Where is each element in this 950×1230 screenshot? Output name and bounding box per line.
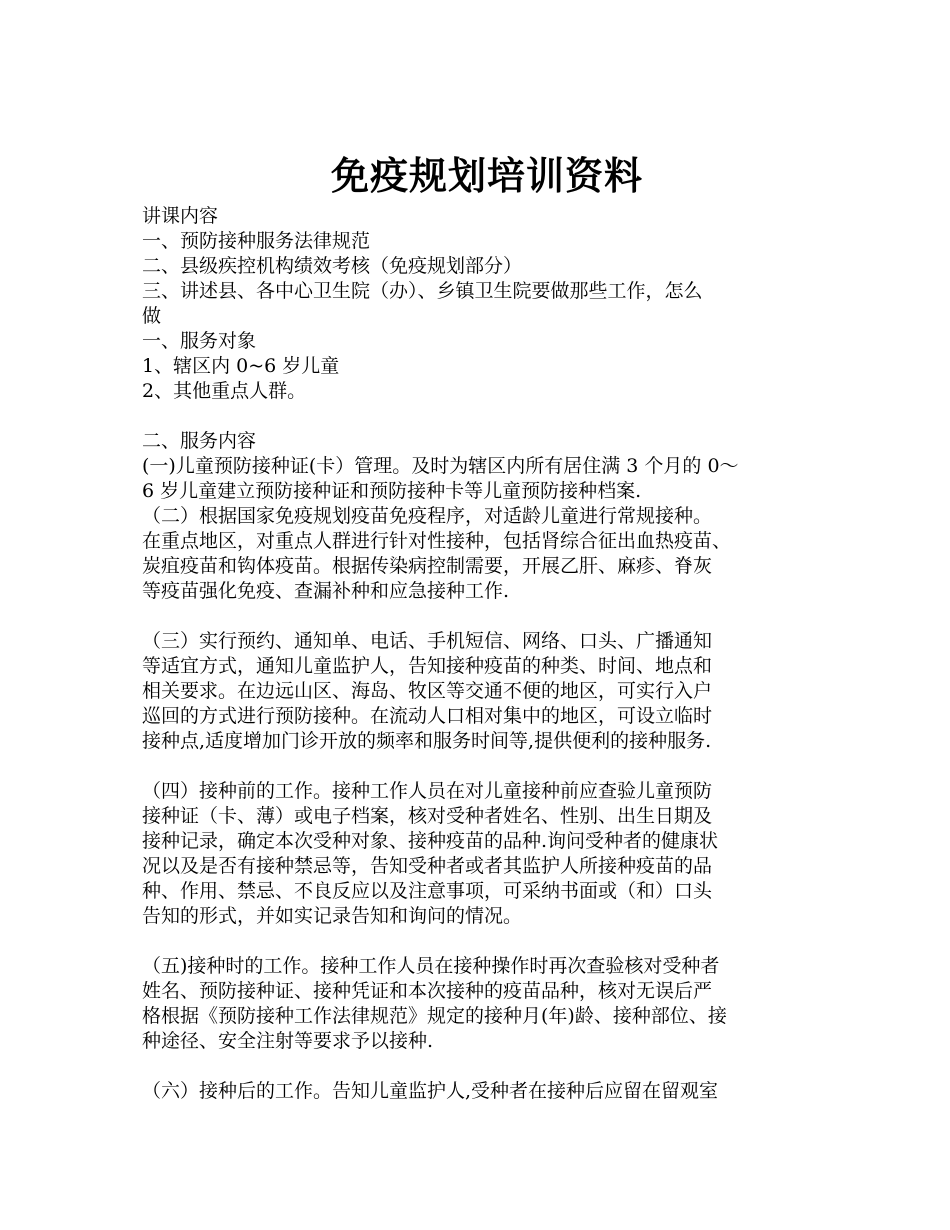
text-line: 一、预防接种服务法律规范: [142, 230, 371, 252]
text-line: 三、讲述县、各中心卫生院（办）、乡镇卫生院要做那些工作，怎么: [142, 280, 703, 302]
text-line: 做: [142, 305, 162, 327]
text-line: 接种记录，确定本次受种对象、接种疫苗的品种.询问受种者的健康状: [142, 830, 719, 852]
text-line: 接种证（卡、薄）或电子档案，核对受种者姓名、性别、出生日期及: [142, 805, 713, 827]
text-line: （六）接种后的工作。告知儿童监护人,受种者在接种后应留在留观室: [142, 1080, 719, 1102]
text-line: （五)接种时的工作。接种工作人员在接种操作时再次查验核对受种者: [142, 955, 720, 977]
text-line: 巡回的方式进行预防接种。在流动人口相对集中的地区，可设立临时: [142, 705, 713, 727]
text-line: 等适宜方式，通知儿童监护人，告知接种疫苗的种类、时间、地点和: [142, 655, 713, 677]
blank-line: [142, 1054, 832, 1079]
text-line: 1、辖区内 0~6 岁儿童: [142, 355, 340, 377]
blank-line: [142, 754, 832, 779]
document-body: [142, 204, 832, 1104]
text-line: 二、县级疾控机构绩效考核（免疫规划部分）: [142, 255, 523, 277]
text-line: 6 岁儿童建立预防接种证和预防接种卡等儿童预防接种档案.: [142, 480, 642, 502]
text-line: 讲课内容: [142, 205, 219, 227]
text-line: 在重点地区，对重点人群进行针对性接种，包括肾综合征出血热疫苗、: [142, 530, 732, 552]
document-title: 免疫规划培训资料: [330, 153, 643, 198]
text-line: 种、作用、禁忌、不良反应以及注意事项，可采纳书面或（和）口头: [142, 880, 713, 902]
text-line: 二、服务内容: [142, 430, 257, 452]
text-line: （三）实行预约、通知单、电话、手机短信、网络、口头、广播通知: [142, 630, 713, 652]
blank-line: [142, 404, 832, 429]
text-line: 炭疽疫苗和钩体疫苗。根据传染病控制需要，开展乙肝、麻疹、脊灰: [142, 555, 713, 577]
blank-line: [142, 929, 832, 954]
text-line: （二）根据国家免疫规划疫苗免疫程序，对适龄儿童进行常规接种。: [142, 505, 713, 527]
text-line: 一、服务对象: [142, 330, 257, 352]
text-line: 等疫苗强化免疫、查漏补种和应急接种工作.: [142, 580, 510, 602]
text-line: 种途径、安全注射等要求予以接种.: [142, 1030, 434, 1052]
text-line: 2、其他重点人群。: [142, 380, 307, 402]
text-line: (一)儿童预防接种证(卡）管理。及时为辖区内所有居住满 3 个月的 0～: [142, 455, 739, 477]
text-line: 相关要求。在边远山区、海岛、牧区等交通不便的地区，可实行入户: [142, 680, 713, 702]
document-page: [142, 148, 832, 1104]
text-line: 格根据《预防接种工作法律规范》规定的接种月(年)龄、接种部位、接: [142, 1005, 727, 1027]
text-line: 况以及是否有接种禁忌等，告知受种者或者其监护人所接种疫苗的品: [142, 855, 713, 877]
text-line: 告知的形式，并如实记录告知和询问的情况。: [142, 905, 523, 927]
text-line: 接种点,适度增加门诊开放的频率和服务时间等,提供便利的接种服务.: [142, 730, 712, 752]
blank-line: [142, 604, 832, 629]
text-line: 姓名、预防接种证、接种凭证和本次接种的疫苗品种，核对无误后严: [142, 980, 713, 1002]
text-line: （四）接种前的工作。接种工作人员在对儿童接种前应查验儿童预防: [142, 780, 713, 802]
